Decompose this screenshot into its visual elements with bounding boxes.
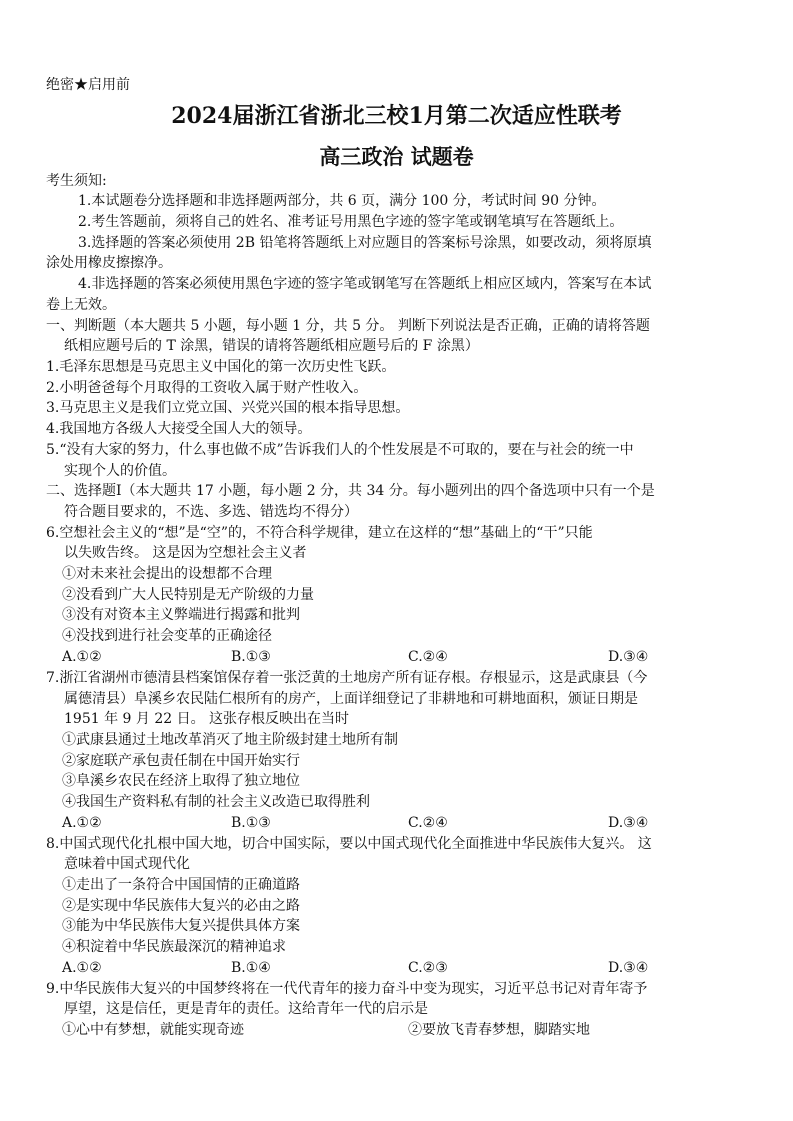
question-statement: ④我国生产资料私有制的社会主义改造已取得胜利 — [62, 794, 370, 810]
answer-option-a: A.①② — [62, 960, 102, 976]
section-heading: 符合题目要求的，不选、多选、错选均不得分） — [64, 504, 358, 520]
true-false-item: 1.毛泽东思想是马克思主义中国化的第一次历史性飞跃。 — [46, 359, 396, 375]
answer-option-a: A.①② — [62, 649, 102, 665]
question-stem: 属德清县）阜溪乡农民陆仁根所有的房产，上面详细登记了非耕地和可耕地面积，颁证日期是 — [64, 691, 638, 707]
notice-line: 4.非选择题的答案必须使用黑色字迹的签字笔或钢笔写在答题纸上相应区域内，答案写在本试 — [78, 276, 652, 292]
answer-option-b: B.①③ — [231, 649, 271, 665]
question-stem: 厚望，这是信任，更是青年的责任。这给青年一代的启示是 — [64, 1001, 428, 1017]
question-statement: ①武康县通过土地改革消灭了地主阶级封建土地所有制 — [62, 732, 398, 748]
exam-subtitle: 高三政治 试题卷 — [319, 144, 474, 169]
answer-option-d: D.③④ — [608, 815, 649, 831]
notice-heading: 考生须知: — [46, 173, 107, 189]
question-statement: ③阜溪乡农民在经济上取得了独立地位 — [62, 773, 300, 789]
notice-line: 涂处用橡皮擦擦净。 — [46, 255, 172, 271]
answer-option-c: C.②③ — [408, 960, 448, 976]
answer-option-b: B.①③ — [231, 815, 271, 831]
question-stem: 意味着中国式现代化 — [64, 856, 190, 872]
answer-option-d: D.③④ — [608, 649, 649, 665]
answer-option-a: A.①② — [62, 815, 102, 831]
true-false-item: 4.我国地方各级人大接受全国人大的领导。 — [46, 421, 312, 437]
question-statement: ①心中有梦想，就能实现奇迹 — [62, 1022, 244, 1038]
question-statement: ④积淀着中华民族最深沉的精神追求 — [62, 939, 286, 955]
true-false-item: 3.马克思主义是我们立党立国、兴党兴国的根本指导思想。 — [46, 400, 410, 416]
confidential-mark: 绝密★启用前 — [46, 77, 130, 93]
true-false-item: 实现个人的价值。 — [64, 463, 176, 479]
notice-line: 3.选择题的答案必须使用 2B 铅笔将答题纸上对应题目的答案标号涂黑，如要改动，须将原填 — [78, 235, 652, 251]
question-statement: ②要放飞青春梦想，脚踏实地 — [408, 1022, 590, 1038]
question-stem: 9.中华民族伟大复兴的中国梦终将在一代代青年的接力奋斗中变为现实，习近平总书记对青年寄予 — [46, 981, 648, 997]
question-stem: 6.空想社会主义的“想”是“空”的，不符合科学规律，建立在这样的“想”基础上的“干”只能 — [46, 525, 593, 541]
question-statement: ②没看到广大人民特别是无产阶级的力量 — [62, 587, 314, 603]
question-statement: ②是实现中华民族伟大复兴的必由之路 — [62, 898, 300, 914]
notice-line: 卷上无效。 — [46, 297, 116, 313]
answer-option-c: C.②④ — [408, 815, 448, 831]
question-statement: ①走出了一条符合中国国情的正确道路 — [62, 877, 300, 893]
question-stem: 7.浙江省湖州市德清县档案馆保存着一张泛黄的土地房产所有证存根。存根显示，这是武康县（今 — [46, 670, 648, 686]
question-statement: ③没有对资本主义弊端进行揭露和批判 — [62, 607, 300, 623]
true-false-item: 2.小明爸爸每个月取得的工资收入属于财产性收入。 — [46, 380, 368, 396]
question-statement: ①对未来社会提出的设想都不合理 — [62, 566, 272, 582]
answer-option-c: C.②④ — [408, 649, 448, 665]
exam-title: 2024届浙江省浙北三校1月第二次适应性联考 — [171, 103, 622, 129]
section-heading: 纸相应题号后的 T 涂黑，错误的请将答题纸相应题号后的 F 涂黑） — [64, 338, 479, 354]
answer-option-b: B.①④ — [231, 960, 271, 976]
notice-line: 1.本试题卷分选择题和非选择题两部分，共 6 页，满分 100 分，考试时间 90 分钟。 — [78, 193, 606, 209]
question-stem: 以失败告终。 这是因为空想社会主义者 — [64, 545, 307, 561]
answer-option-d: D.③④ — [608, 960, 649, 976]
section-heading: 二、选择题Ⅰ（本大题共 17 小题，每小题 2 分，共 34 分。每小题列出的四个备选项中只有一个是 — [46, 483, 655, 499]
question-statement: ④没找到进行社会变革的正确途径 — [62, 628, 272, 644]
question-stem: 8.中国式现代化扎根中国大地，切合中国实际，要以中国式现代化全面推进中华民族伟大复兴。 这 — [46, 836, 652, 852]
question-stem: 1951 年 9 月 22 日。 这张存根反映出在当时 — [64, 711, 350, 727]
question-statement: ②家庭联产承包责任制在中国开始实行 — [62, 753, 300, 769]
true-false-item: 5.“没有大家的努力，什么事也做不成”告诉我们人的个性发展是不可取的，要在与社会的统一中 — [46, 442, 634, 458]
question-statement: ③能为中华民族伟大复兴提供具体方案 — [62, 918, 300, 934]
section-heading: 一、判断题（本大题共 5 小题，每小题 1 分，共 5 分。 判断下列说法是否正确，正确的请将答题 — [46, 318, 650, 334]
notice-line: 2.考生答题前，须将自己的姓名、准考证号用黑色字迹的签字笔或钢笔填写在答题纸上。 — [78, 214, 624, 230]
